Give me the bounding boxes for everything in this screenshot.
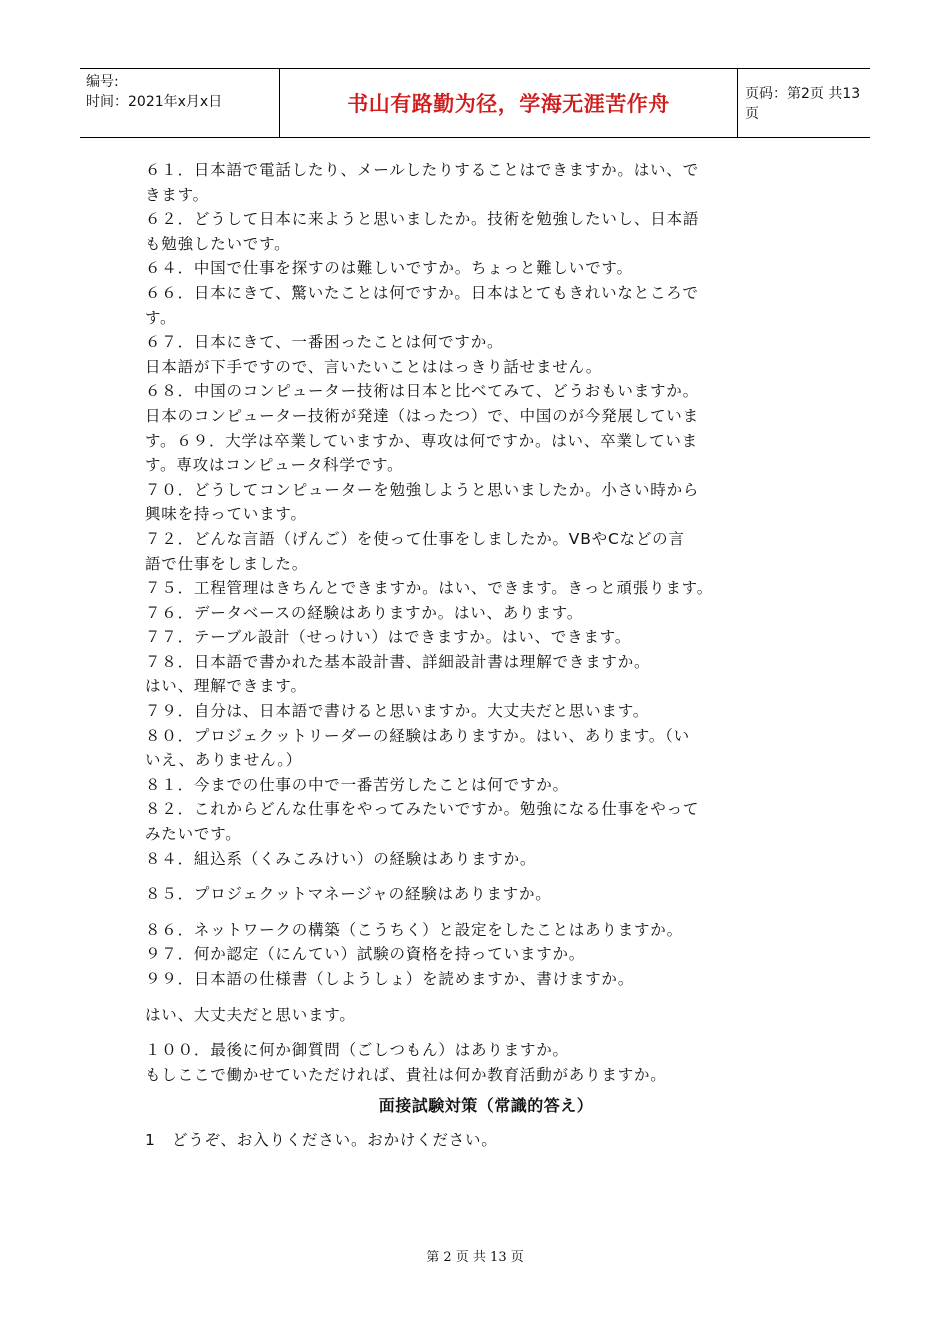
text-line: ７２．どんな言語（げんご）を使って仕事をしましたか。VBやCなどの言 — [145, 529, 685, 548]
text-line: ６７．日本にきて、一番困ったことは何ですか。 — [145, 333, 504, 352]
text-line: ７０．どうしてコンピューターを勉強しようと思いましたか。小さい時から — [145, 480, 700, 499]
text-line: もしここで働かせていただければ、貴社は何か教育活動がありますか。 — [145, 1065, 667, 1084]
text-line: ７９．自分は、日本語で書けると思いますか。大丈夫だと思います。 — [145, 702, 650, 721]
spacer — [145, 992, 815, 1003]
text-line: す。専攻はコンピュータ科学です。 — [145, 456, 404, 475]
text-line: １００．最後に何か御質問（ごしつもん）はありますか。 — [145, 1041, 569, 1060]
spacer — [145, 871, 815, 882]
text-line: す。 — [145, 308, 177, 327]
header-motto-cell — [280, 69, 738, 137]
text-line: 1 どうぞ、お入りください。おかけください。 — [145, 1131, 498, 1150]
text-line: 興味を持っています。 — [145, 505, 307, 524]
text-line: ６６．日本にきて、驚いたことは何ですか。日本はとてもきれいなところで — [145, 283, 699, 302]
motto: 书山有路勤为径，学海无涯苦作舟 — [347, 92, 670, 116]
text-line: ７６．データベースの経験はありますか。はい、あります。 — [145, 603, 584, 622]
text-line: ７７．テーブル設計（せっけい）はできますか。はい、できます。 — [145, 628, 632, 647]
text-line: みたいです。 — [145, 825, 242, 844]
text-line: ８１．今までの仕事の中で一番苦労したことは何ですか。 — [145, 775, 569, 794]
section-heading: 面接試験対策（常識的答え） — [378, 1096, 594, 1116]
text-line: 語で仕事をしました。 — [145, 554, 309, 573]
text-line: はい、大丈夫だと思います。 — [145, 1005, 356, 1024]
text-line: ９７．何か認定（にんてい）試験の資格を持っていますか。 — [145, 945, 586, 964]
page-info: 页码：第2页 共13页 — [745, 86, 861, 122]
text-line: ７８．日本語で書かれた基本設計書、詳細設計書は理解できますか。 — [145, 652, 651, 671]
spacer — [145, 1027, 815, 1038]
text-line: きます。 — [145, 185, 209, 204]
header-page-info-cell — [737, 69, 870, 137]
page-footer: 第 2 页 共 13 页 — [426, 1250, 524, 1265]
text-line: はい、理解できます。 — [145, 677, 307, 696]
text-line: ８０．プロジェクットリーダーの経験はありますか。はい、あります。（い — [145, 726, 690, 745]
time-label: 时间：2021年x月x日 — [86, 94, 223, 110]
text-line: ８２．これからどんな仕事をやってみたいですか。勉強になる仕事をやって — [145, 800, 700, 819]
number-label: 编号: — [86, 74, 119, 90]
text-line: いえ、ありません。） — [145, 751, 303, 770]
page-header — [80, 68, 870, 138]
text-line: 日本語が下手ですので、言いたいことははっきり話せません。 — [145, 357, 603, 376]
text-line: ８５．プロジェクットマネージャの経験はありますか。 — [145, 885, 552, 904]
document-body — [145, 158, 815, 1153]
text-line: ６２．どうして日本に来ようと思いましたか。技術を勉強したいし、日本語 — [145, 210, 700, 229]
spacer — [145, 907, 815, 918]
text-line: ８４．組込系（くみこみけい）の経験はありますか。 — [145, 849, 537, 868]
text-line: ６８．中国のコンピューター技術は日本と比べてみて、どうおもいますか。 — [145, 382, 699, 401]
text-line: ８６．ネットワークの構築（こうちく）と設定をしたことはありますか。 — [145, 920, 683, 939]
text-line: も勉強したいです。 — [145, 234, 291, 253]
text-line: ６１．日本語で電話したり、メールしたりすることはできますか。はい、で — [145, 161, 699, 179]
text-line: ７５．工程管理はきちんとできますか。はい、できます。きっと頑張ります。 — [145, 579, 714, 598]
text-line: 日本のコンピューター技術が発達（はったつ）で、中国のが今発展していま — [145, 406, 699, 425]
text-line: す。６９．大学は卒業していますか、専攻は何ですか。はい、卒業していま — [145, 431, 698, 450]
header-meta — [80, 69, 280, 137]
text-line: ９９．日本語の仕様書（しようしょ）を読めますか、書けますか。 — [145, 970, 635, 988]
text-line: ６４．中国で仕事を探すのは難しいですか。ちょっと難しいです。 — [145, 259, 633, 278]
